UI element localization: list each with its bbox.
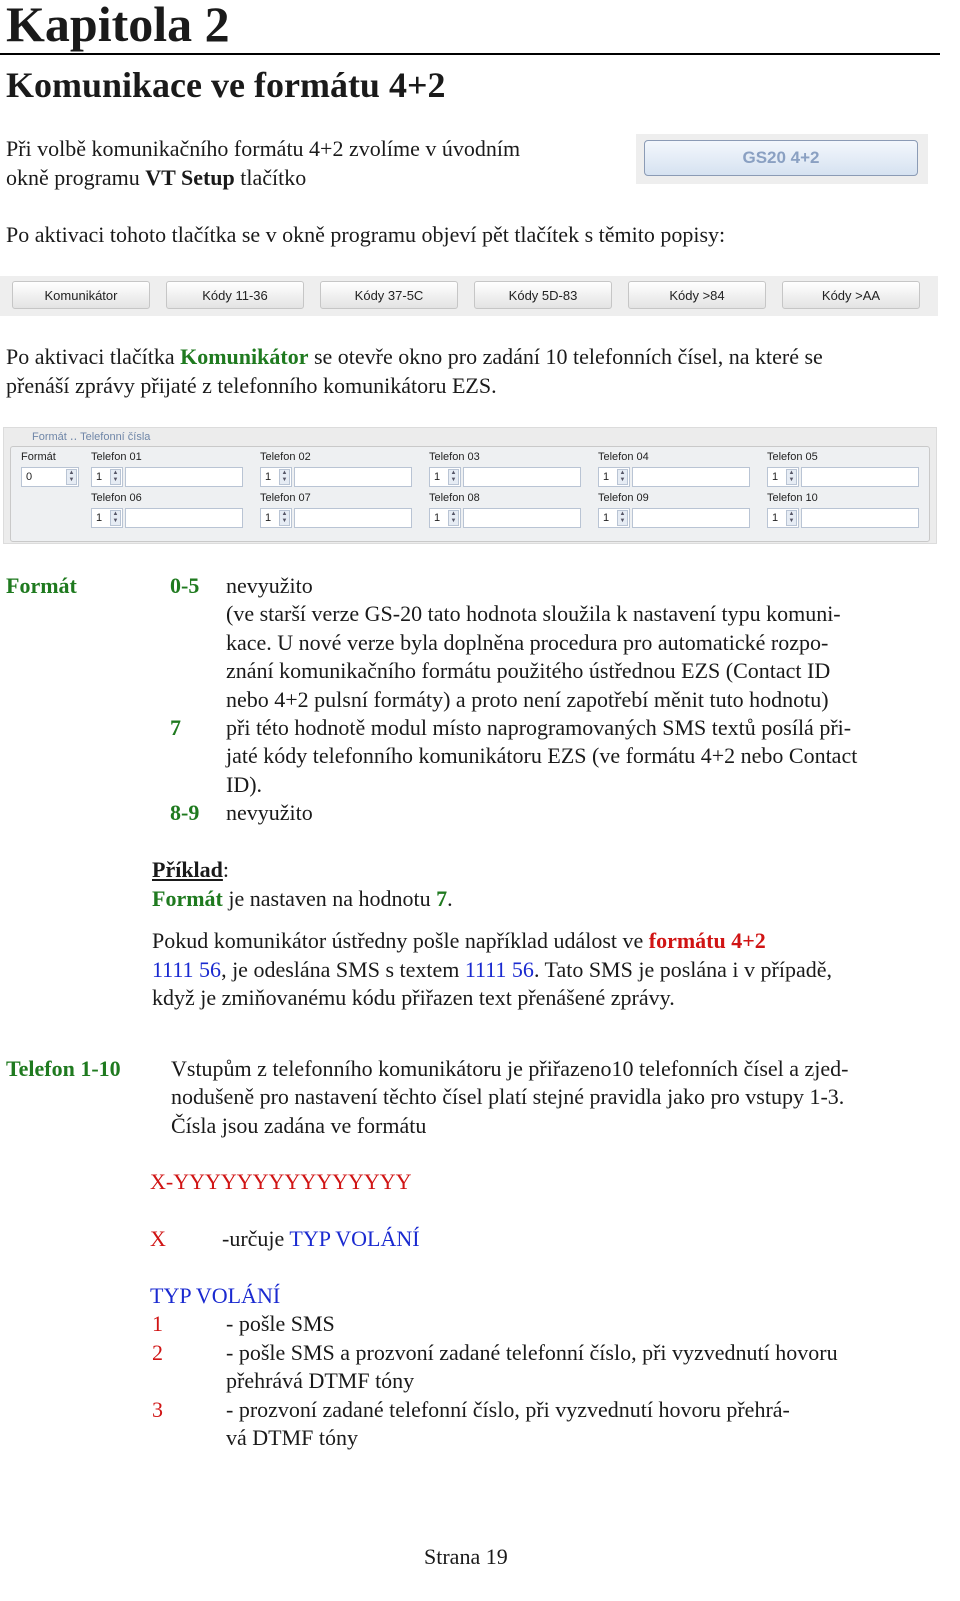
page-number: Strana 19 [424, 1544, 508, 1569]
format-desc-line: znání komunikačního formátu použitého ústřednou EZS (Contact ID [226, 658, 831, 683]
phone-type-value: 1 [603, 471, 610, 483]
tab-button-strip [0, 276, 938, 316]
format-desc-line: (ve starší verze GS-20 tato hodnota sloužila k nastavení typu komuni- [226, 601, 841, 626]
phone-type-spinner[interactable] [91, 467, 123, 487]
phone-type-value: 1 [772, 471, 779, 483]
phone-type-value: 1 [434, 471, 441, 483]
x-key: X [150, 1226, 166, 1251]
phone-label: Telefon 08 [429, 492, 480, 504]
format-key-8-9: 8-9 [170, 800, 200, 825]
phone-type-spinner[interactable] [767, 508, 799, 528]
format-desc-line: ID). [226, 772, 263, 797]
section-title: Komunikace ve formátu 4+2 [6, 65, 446, 105]
panel-form [10, 446, 930, 542]
text: je nastaven na hodnotu [222, 886, 437, 911]
program-name: VT Setup [145, 165, 235, 190]
phone-label: Telefon 05 [767, 451, 818, 463]
phone-label: Telefon 03 [429, 451, 480, 463]
tab-kody-84[interactable] [628, 281, 766, 309]
spinner-arrows-icon[interactable]: ▲ ▼ [448, 469, 459, 485]
phone-label: Telefon 09 [598, 492, 649, 504]
tab-label: Komunikátor [44, 287, 118, 303]
text: Pokud komunikátor ústředny pošle například událost ve [152, 928, 649, 953]
telefon-desc-line: Čísla jsou zadána ve formátu [171, 1113, 427, 1138]
spinner-arrows-icon[interactable]: ▲ ▼ [66, 469, 77, 485]
typ-key-2: 2 [152, 1340, 163, 1365]
typ-desc-line: vá DTMF tóny [226, 1425, 358, 1450]
phone-label: Telefon 10 [767, 492, 818, 504]
code-highlight: 1111 56 [152, 957, 222, 982]
format-desc-line: při této hodnotě modul místo naprogramovaných SMS textů posílá při- [226, 715, 852, 740]
typ-key-3: 3 [152, 1397, 163, 1422]
tab-label: Kódy 37-5C [354, 287, 424, 303]
phone-type-spinner[interactable] [91, 508, 123, 528]
phone-type-value: 1 [265, 471, 272, 483]
format-term: Formát [6, 573, 77, 598]
phone-type-value: 1 [603, 512, 610, 524]
tab-label: Kódy >AA [821, 287, 881, 303]
spinner-arrows-icon[interactable]: ▲ ▼ [617, 510, 628, 526]
example-line [152, 885, 453, 913]
komunikator-line-1 [6, 343, 823, 371]
spinner-arrows-icon[interactable]: ▲ ▼ [279, 510, 290, 526]
intro-text-end: tlačítko [234, 165, 307, 190]
example-term: Formát [152, 886, 223, 911]
phone-type-value: 1 [96, 471, 103, 483]
typ-key-1: 1 [152, 1311, 163, 1336]
komunikator-keyword: Komunikátor [180, 344, 309, 369]
example-heading [152, 856, 229, 884]
heading-rule [0, 53, 940, 55]
example-para-line-2 [152, 956, 832, 984]
phone-label: Telefon 02 [260, 451, 311, 463]
chapter-title: Kapitola 2 [6, 0, 230, 52]
phone-label: Telefon 07 [260, 492, 311, 504]
typ-desc-line: přehrává DTMF tóny [226, 1368, 415, 1393]
gs20-button-screenshot [636, 134, 928, 184]
text: Po aktivaci tlačítka [6, 344, 181, 369]
telefon-term: Telefon 1-10 [6, 1056, 121, 1081]
phone-numbers-panel [3, 427, 937, 544]
format-key-7: 7 [170, 715, 181, 740]
phone-number-input[interactable] [463, 508, 581, 528]
phone-type-spinner[interactable] [598, 467, 630, 487]
phone-type-spinner[interactable] [767, 467, 799, 487]
phone-label: Telefon 01 [91, 451, 142, 463]
phone-type-value: 1 [772, 512, 779, 524]
phone-type-spinner[interactable] [260, 467, 292, 487]
phone-type-spinner[interactable] [260, 508, 292, 528]
activation-text: Po aktivaci tohoto tlačítka se v okně programu objeví pět tlačítek s těmito popisy: [6, 222, 726, 247]
tab-label: Kódy >84 [669, 287, 725, 303]
tab-label: Kódy 5D-83 [508, 287, 578, 303]
phone-type-value: 1 [265, 512, 272, 524]
typ-desc-line: - pošle SMS [226, 1311, 335, 1336]
format-key-0-5: 0-5 [170, 573, 200, 598]
number-pattern: X-YYYYYYYYYYYYYYY [150, 1169, 412, 1194]
example-title: Příklad [152, 857, 223, 882]
phone-number-input[interactable] [801, 467, 919, 487]
format-highlight: formátu 4+2 [648, 928, 766, 953]
example-value: 7 [436, 886, 448, 911]
format-desc-line: nevyužito [226, 573, 313, 598]
x-desc [222, 1225, 420, 1253]
gs20-button[interactable] [644, 140, 918, 176]
intro-line-2 [6, 164, 306, 192]
telefon-desc-line: nodušeně pro nastavení těchto čísel platí stejné pravidla jako pro vstupy 1-3. [171, 1084, 845, 1109]
intro-line-1: Při volbě komunikačního formátu 4+2 zvolíme v úvodním [6, 136, 521, 161]
telefon-desc-line: Vstupům z telefonního komunikátoru je přiřazeno10 telefonních čísel a zjed- [171, 1056, 849, 1081]
format-desc-line: nevyužito [226, 800, 313, 825]
phone-label: Telefon 06 [91, 492, 142, 504]
tab-kody-11-36[interactable] [166, 281, 304, 309]
phone-type-value: 1 [434, 512, 441, 524]
code-highlight: 1111 56 [464, 957, 534, 982]
phone-number-input[interactable] [632, 467, 750, 487]
tab-label: Kódy 11-36 [202, 287, 268, 303]
phone-type-spinner[interactable] [598, 508, 630, 528]
typ-desc-line: - prozvoní zadané telefonní číslo, při vyzvednutí hovoru přehrá- [226, 1397, 790, 1422]
tab-kody-37-5c[interactable] [320, 281, 458, 309]
phone-type-spinner[interactable] [429, 508, 461, 528]
typ-volani-ref: TYP VOLÁNÍ [289, 1226, 420, 1251]
spinner-arrows-icon[interactable]: ▲ ▼ [279, 469, 290, 485]
spinner-arrows-icon[interactable]: ▲ ▼ [617, 469, 628, 485]
phone-number-input[interactable] [125, 508, 243, 528]
tab-kody-aa[interactable] [782, 281, 920, 309]
example-colon: : [222, 857, 230, 882]
tab-komunikator[interactable] [12, 281, 150, 309]
example-para-line-3: když je zmiňovanému kódu přiřazen text přenášené zprávy. [152, 985, 675, 1010]
format-desc-line: kace. U nové verze byla doplněna procedura pro automatické rozpo- [226, 630, 829, 655]
text: . Tato SMS je poslána i v případě, [533, 957, 833, 982]
format-desc-line: nebo 4+2 pulsní formáty) a proto není zapotřebí měnit tuto hodnotu) [226, 687, 829, 712]
komunikator-line-2: přenáší zprávy přijaté z telefonního komunikátoru EZS. [6, 373, 497, 398]
example-para-line-1 [152, 927, 766, 955]
phone-number-input[interactable] [632, 508, 750, 528]
text: -určuje [222, 1226, 290, 1251]
format-spinner[interactable] [21, 467, 79, 487]
format-value: 0 [26, 471, 33, 483]
phone-type-spinner[interactable] [429, 467, 461, 487]
phone-number-input[interactable] [294, 508, 412, 528]
phone-number-input[interactable] [463, 467, 581, 487]
phone-type-value: 1 [96, 512, 103, 524]
format-desc-line: jaté kódy telefonního komunikátoru EZS (ve formátu 4+2 nebo Contact [226, 743, 858, 768]
panel-breadcrumb: Formát ‥ Telefonní čísla [32, 431, 151, 443]
text: se otevře okno pro zadání 10 telefonních čísel, na které se [308, 344, 823, 369]
tab-kody-5d-83[interactable] [474, 281, 612, 309]
phone-number-input[interactable] [294, 467, 412, 487]
spinner-arrows-icon[interactable]: ▲ ▼ [448, 510, 459, 526]
typ-desc-line: - pošle SMS a prozvoní zadané telefonní číslo, při vyzvednutí hovoru [226, 1340, 838, 1365]
gs20-button-label: GS20 4+2 [742, 148, 820, 167]
typ-volani-title: TYP VOLÁNÍ [150, 1283, 281, 1308]
spinner-arrows-icon[interactable]: ▲ ▼ [110, 469, 121, 485]
phone-label: Telefon 04 [598, 451, 649, 463]
format-label: Formát [21, 451, 56, 463]
phone-number-input[interactable] [125, 467, 243, 487]
text: , je odeslána SMS s textem [221, 957, 465, 982]
phone-number-input[interactable] [801, 508, 919, 528]
intro-text: okně programu [6, 165, 146, 190]
spinner-arrows-icon[interactable]: ▲ ▼ [110, 510, 121, 526]
spinner-arrows-icon[interactable]: ▲ ▼ [786, 469, 797, 485]
text: . [447, 886, 453, 911]
spinner-arrows-icon[interactable]: ▲ ▼ [786, 510, 797, 526]
